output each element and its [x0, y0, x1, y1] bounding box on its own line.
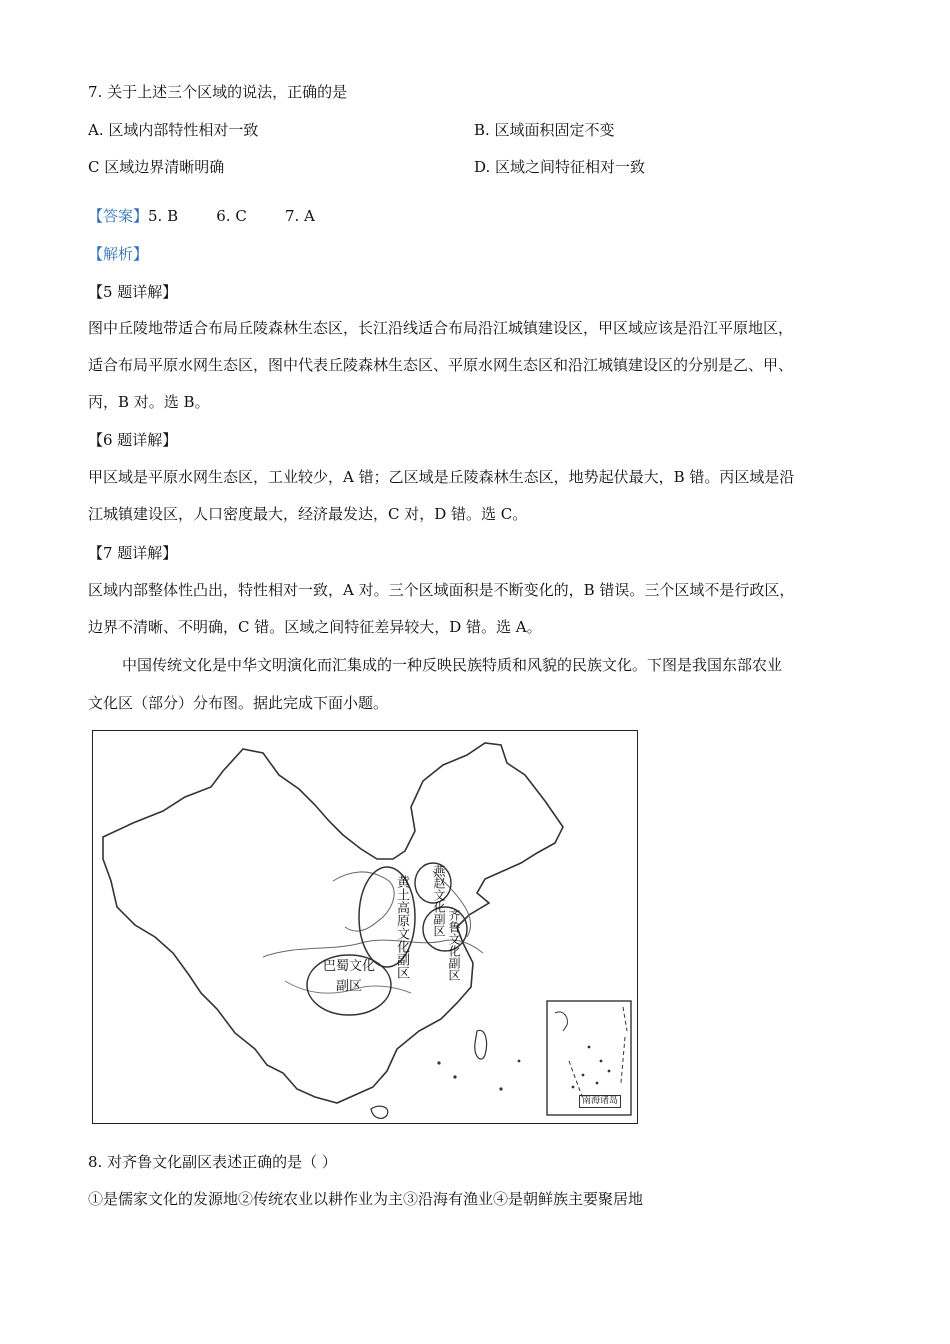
- yanzhao-region-label: 燕赵文化副区: [432, 865, 446, 937]
- d6-body: [88, 459, 878, 533]
- d7-line: 边界不清晰、不明确，C 错。区域之间特征差异较大，D 错。选 A。: [88, 618, 542, 636]
- analysis-label: 【解析】: [88, 245, 149, 263]
- answer-label: 【答案】: [88, 207, 149, 225]
- answer-row: [88, 206, 315, 226]
- d5-line: 图中丘陵地带适合布局丘陵森林生态区，长江沿线适合布局沿江城镇建设区，甲区域应该是沿江平原地区，: [88, 319, 794, 337]
- bashu-region-label: 巴蜀文化副区: [323, 959, 376, 994]
- d7-body: [88, 572, 878, 646]
- answer-text: 5. B 6. C 7. A: [148, 207, 315, 225]
- intro-line: 中国传统文化是中华文明演化而汇集成的一种反映民族特质和风貌的民族文化。下图是我国东部农业: [122, 656, 783, 674]
- q7-option-a: A. 区域内部特性相对一致: [88, 121, 259, 139]
- q7-option-d: D. 区域之间特征相对一致: [474, 158, 646, 176]
- china-border: [103, 743, 563, 1103]
- d5-line: 适合布局平原水网生态区，图中代表丘陵森林生态区、平原水网生态区和沿江城镇建设区的分别是乙、甲、: [88, 356, 794, 374]
- q7-stem: 7. 关于上述三个区域的说法，正确的是: [88, 83, 348, 101]
- d7-title: 【7 题详解】: [88, 544, 178, 562]
- map-outline: [93, 731, 639, 1125]
- d7-line: 区域内部整体性凸出，特性相对一致，A 对。三个区域面积是不断变化的，B 错误。三个区域不是行政区，: [88, 581, 795, 599]
- intro-paragraph: [88, 646, 878, 722]
- inset-label: 南海诸岛: [579, 1095, 621, 1108]
- d5-body: [88, 310, 878, 421]
- d6-title: 【6 题详解】: [88, 431, 178, 449]
- huangtu-region-label: 黄土高原文化副区: [394, 875, 409, 979]
- q8-stem: 8. 对齐鲁文化副区表述正确的是（ ）: [88, 1153, 337, 1171]
- q7-option-b: B. 区域面积固定不变: [474, 121, 615, 139]
- d6-line: 甲区域是平原水网生态区，工业较少，A 错；乙区域是丘陵森林生态区，地势起伏最大，B 错。丙区域是沿: [88, 468, 795, 486]
- d6-line: 江城镇建设区，人口密度最大，经济最发达，C 对，D 错。选 C。: [88, 505, 528, 523]
- intro-line: 文化区（部分）分布图。据此完成下面小题。: [88, 694, 389, 712]
- china-culture-map: [92, 730, 638, 1124]
- d5-title: 【5 题详解】: [88, 283, 178, 301]
- q8-statements: ①是儒家文化的发源地②传统农业以耕作业为主③沿海有渔业④是朝鲜族主要聚居地: [88, 1190, 644, 1208]
- q7-option-c: C 区域边界清晰明确: [88, 158, 225, 176]
- qilu-region-label: 齐鲁文化副区: [447, 909, 461, 981]
- d5-line: 丙，B 对。选 B。: [88, 393, 210, 411]
